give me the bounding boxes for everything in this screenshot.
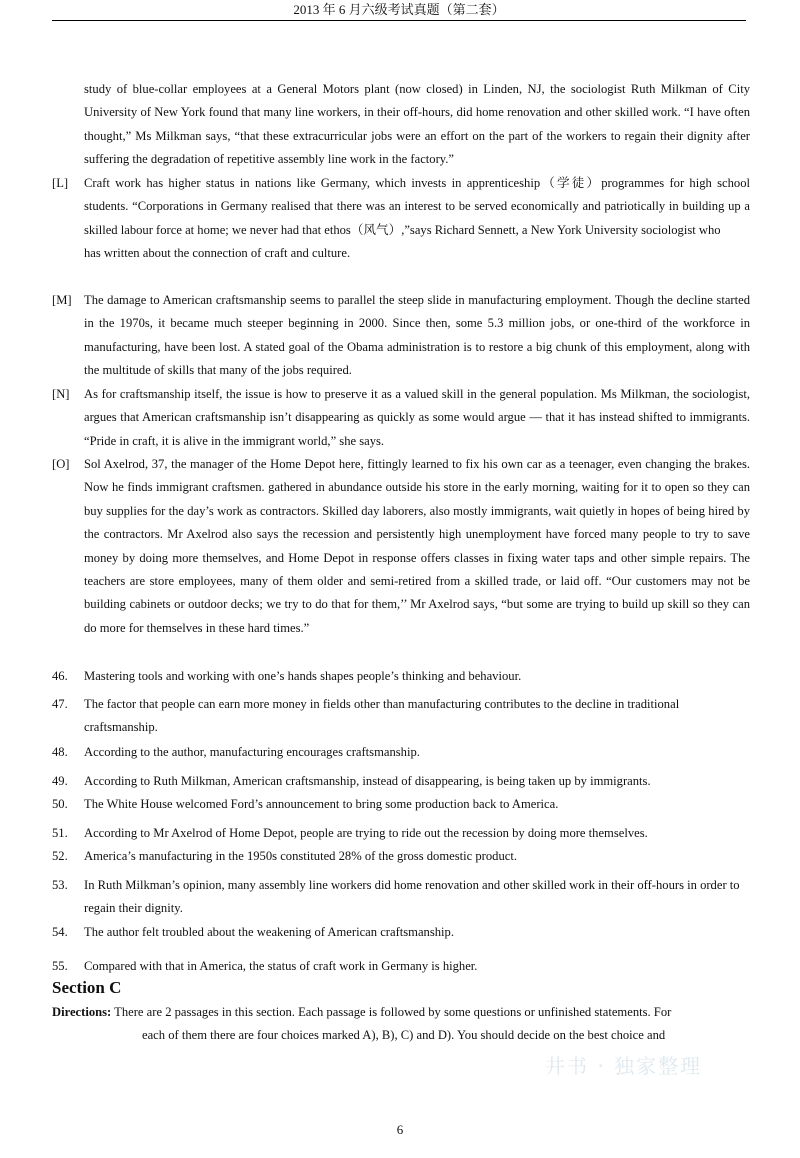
question-number: 46.: [52, 669, 68, 683]
paragraph-text: The damage to American craftsmanship seems to parallel the steep slide in manufacturing employment. Though the decline started in the 1970s, it became much steeper beginning in 2000. Since then, some 5.3 million jobs, or one-third of the workforce in manufacturing, have been lost. A stated goal of the Obama administration is to restore a big chunk of this employment, along with the multitude of skills that many of the jobs required.: [84, 293, 750, 378]
header-title: 2013 年 6 月六级考试真题（第二套）: [293, 2, 505, 17]
question-number: 50.: [52, 797, 68, 811]
question-number: 52.: [52, 849, 68, 863]
paragraph-text-continued: has written about the connection of craft and culture.: [84, 246, 351, 261]
question-text: According to the author, manufacturing encourages craftsmanship.: [84, 745, 420, 759]
page-number: 6: [396, 1122, 404, 1137]
question-text: According to Ruth Milkman, American craftsmanship, instead of disappearing, is being taken up by immigrants.: [84, 774, 651, 788]
paragraph-text: study of blue-collar employees at a General Motors plant (now closed) in Linden, NJ, the sociologist Ruth Milkman of City University of New York found that many line workers, in their off-hours, did home renovation and other skilled work. “I have often thought,” Ms Milkman says, “that these extracurricular jobs were an effort on the part of the workers to regain their dignity after suffering the degradation of repetitive assembly line work in the factory.”: [84, 82, 750, 167]
question-text: Compared with that in America, the status of craft work in Germany is higher.: [84, 959, 478, 973]
question-text: In Ruth Milkman’s opinion, many assembly line workers did home renovation and other skilled work in their off-hours in order to regain their dignity.: [84, 878, 740, 916]
directions-text-continued: each of them there are four choices marked A), B), C) and D). You should decide on the best choice and: [142, 1028, 666, 1043]
question-item: [52, 822, 752, 845]
question-number: 48.: [52, 745, 68, 759]
question-item: [52, 793, 752, 816]
directions-text: There are 2 passages in this section. Each passage is followed by some questions or unfinished statements. For: [111, 1005, 672, 1019]
question-number: 49.: [52, 774, 68, 788]
page-header: [52, 0, 746, 21]
question-text: According to Mr Axelrod of Home Depot, people are trying to ride out the recession by doing more themselves.: [84, 826, 648, 840]
watermark-text: 井书 · 独家整理: [545, 1054, 703, 1078]
question-item: [52, 770, 752, 793]
question-item: [52, 693, 752, 740]
paragraph-letter: [O]: [52, 457, 70, 471]
passage-paragraph-n: [52, 383, 750, 453]
paragraph-letter: [M]: [52, 293, 72, 307]
section-directions: [52, 1001, 750, 1048]
passage-paragraph-continuation: [84, 78, 750, 172]
question-item: [52, 665, 752, 688]
question-number: 55.: [52, 959, 68, 973]
question-number: 47.: [52, 697, 68, 711]
question-item: [52, 741, 752, 764]
question-item: [52, 955, 752, 978]
question-text: Mastering tools and working with one’s hands shapes people’s thinking and behaviour.: [84, 669, 522, 683]
question-text: The White House welcomed Ford’s announcement to bring some production back to America.: [84, 797, 559, 811]
section-title: Section C: [52, 978, 122, 997]
paragraph-text: Craft work has higher status in nations like Germany, which invests in apprenticeship（学徒）programmes for high school students. “Corporations in Germany realised that there was an interest to be served economically and patriotically in building up a skilled labour force at home; we never had that ethos（风气）,”says Richard Sennett, a New York University sociologist who: [84, 176, 750, 237]
question-number: 51.: [52, 826, 68, 840]
passage-paragraph-m: [52, 289, 750, 383]
question-text: The factor that people can earn more money in fields other than manufacturing contributes to the decline in traditional craftsmanship.: [84, 697, 680, 735]
passage-paragraph-l: [52, 172, 750, 266]
paragraph-letter: [N]: [52, 387, 70, 401]
question-number: 54.: [52, 925, 68, 939]
passage-paragraph-o: [52, 453, 750, 640]
question-number: 53.: [52, 878, 68, 892]
paragraph-text: Sol Axelrod, 37, the manager of the Home Depot here, fittingly learned to fix his own car as a teenager, even changing the brakes. Now he finds immigrant craftsmen. gathered in abundance outside his store in the early morning, waiting for it to open so they can buy supplies for the day’s work as contractors. Skilled day laborers, also mostly immigrants, wait quietly in hopes of being hired by the contractors. Mr Axelrod also says the recession and persistently high unemployment have forced many people to try to save money by doing more themselves, and Home Depot in response offers classes in fixing water taps and other simple repairs. The teachers are store employees, many of them older and semi-retired from a skilled trade, or laid off. “Our customers may not be building cabinets or outdoor decks; we try to do that for them,’’ Mr Axelrod says, “but some are trying to build up skill so they can do more for themselves in these hard times.”: [84, 457, 750, 635]
directions-label: Directions:: [52, 1005, 112, 1019]
question-text: The author felt troubled about the weakening of American craftsmanship.: [84, 925, 454, 939]
question-item: [52, 921, 752, 944]
paragraph-letter: [L]: [52, 176, 69, 190]
question-item: [52, 845, 752, 868]
question-text: America’s manufacturing in the 1950s constituted 28% of the gross domestic product.: [84, 849, 517, 863]
question-item: [52, 874, 752, 921]
paragraph-text: As for craftsmanship itself, the issue is how to preserve it as a valued skill in the general population. Ms Milkman, the sociologist, argues that American craftsmanship isn’t disappearing as quickly as some would argue — that it has instead shifted to immigrants. “Pride in craft, it is alive in the immigrant world,” she says.: [84, 387, 750, 448]
